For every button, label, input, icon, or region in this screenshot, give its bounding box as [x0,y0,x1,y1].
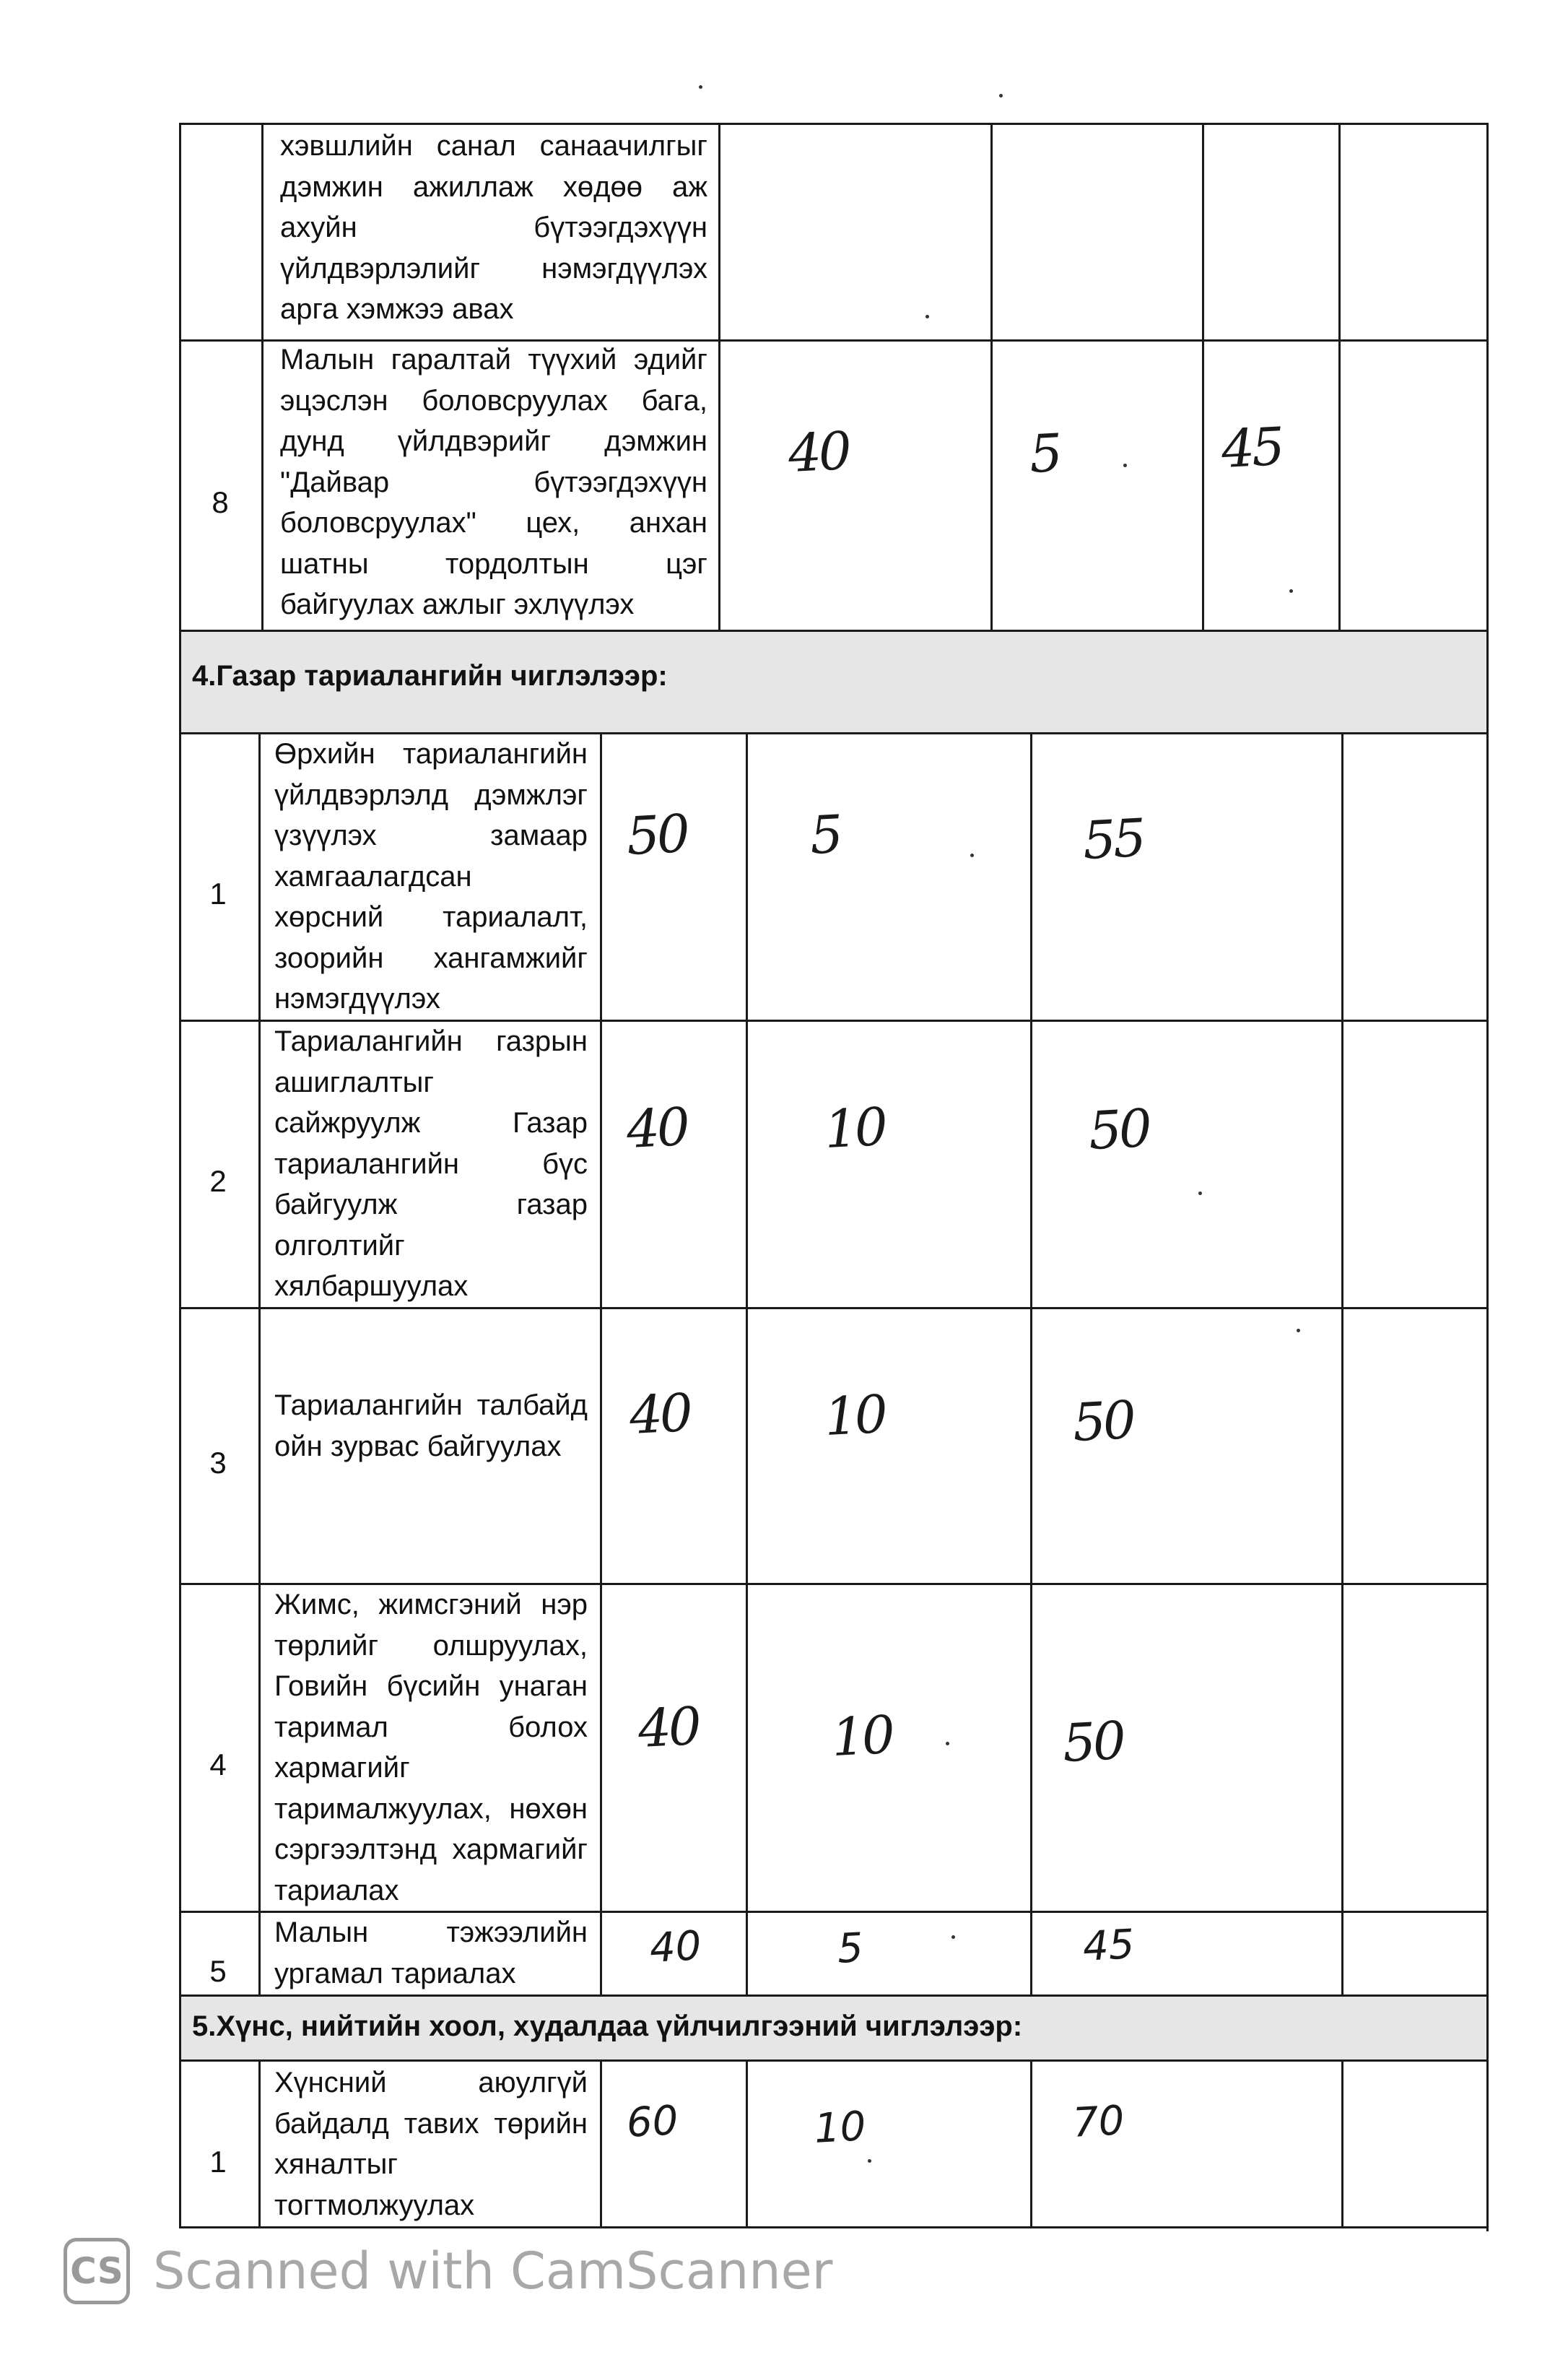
rule [1030,732,1032,1996]
handwritten-value: 40 [786,420,850,485]
row-number: 1 [209,877,227,911]
watermark-text: Scanned with CamScanner [153,2241,833,2301]
row-number: 4 [209,1748,227,1781]
row-description: Тариалангийн газрын ашиглалтыг сайжруулж Газар тариалангийн бүс байгуулж газар олголтийг хялбаршуулах [274,1025,588,1302]
handwritten-value: 5 [1027,422,1061,485]
rule [746,732,748,1996]
rule [179,630,1489,632]
row-number: 8 [212,485,229,519]
rule [179,1307,1489,1309]
rule [600,732,602,1996]
handwritten-value: 50 [624,802,689,867]
row-description: хэвшлийн санал санаачилгыг дэмжин ажиллаж хөдөө аж ахуйн бүтээгдэхүүн үйлдвэрлэлийг нэмэгдүүлэх арга хэмжээ авах [280,130,707,325]
row-description: Тариалангийн талбайд ойн зурвас байгуулах [274,1389,588,1462]
scan-speck [1198,1191,1202,1195]
handwritten-value: 10 [829,1703,894,1768]
row-number: 3 [209,1446,227,1480]
row-description: Өрхийн тариалангийн үйлдвэрлэлд дэмжлэг үзүүлэх замаар хамгаалагдсан хөрсний тариалалт, зоорийн хангамжийг нэмэгдүүлэх [274,738,588,1015]
rule [179,1994,1489,1997]
rule [718,123,720,632]
rule [1338,123,1341,632]
rule [258,2059,261,2228]
handwritten-value: 40 [624,1095,689,1160]
scan-speck [1289,589,1293,593]
row-number: 1 [209,2145,227,2179]
rule [1202,123,1204,632]
scan-speck [970,854,974,857]
handwritten-value: 50 [1071,1389,1135,1454]
row-description: Жимс, жимсгэний нэр төрлийг олшруулах, Говийн бүсийн унаган таримал болох хармагийг тарималжуулах, нөхөн сэргээлтэнд хармагийг тариалах [274,1589,588,1906]
scan-speck [699,85,702,89]
scan-speck [868,2159,871,2163]
section4-title: 4.Газар тариалангийн чиглэлээр: [192,660,668,692]
scan-speck [951,1935,955,1939]
camscanner-logo-icon: CS [64,2238,130,2304]
handwritten-value: 50 [1060,1709,1125,1774]
rule [258,732,261,1996]
handwritten-value: 50 [1086,1097,1151,1162]
handwritten-value: 45 [1219,415,1284,480]
rule [990,123,993,632]
camscanner-watermark [64,2231,832,2311]
scan-speck [1123,464,1127,467]
rule [179,2226,1489,2228]
handwritten-value: 10 [813,2103,867,2153]
row-number: 2 [209,1164,227,1198]
handwritten-value: 10 [822,1383,887,1448]
section5-title: 5.Хүнс, нийтийн хоол, худалдаа үйлчилгээний чиглэлээр: [192,2010,1023,2042]
row-description: Хүнсний аюулгүй байдалд тавих төрийн хяналтыг тогтмолжуулах [274,2067,588,2221]
handwritten-value: 60 [625,2097,679,2147]
rule [179,123,1489,125]
handwritten-value: 10 [822,1095,887,1160]
scan-speck [925,315,929,318]
rule [1030,2059,1032,2228]
row-description: Малын тэжээлийн ургамал тариалах [274,1917,588,1989]
scan-speck [999,94,1003,97]
rule [1486,123,1489,2231]
handwritten-value: 5 [836,1924,865,1973]
handwritten-value: 40 [636,1695,700,1760]
handwritten-value: 5 [808,803,842,867]
row-description: Малын гаралтай түүхий эдийг эцэслэн боловсруулах бага, дунд үйлдвэрийг дэмжин "Дайвар бүтээгдэхүүн боловсруулах" цех, анхан шатны тордолтын цэг байгуулах ажлыг эхлүүлэх [280,344,707,620]
handwritten-value: 70 [1071,2097,1125,2147]
rule [1341,2059,1343,2228]
handwritten-value: 55 [1081,807,1145,872]
scan-speck [946,1742,949,1745]
row-number: 5 [209,1954,227,1988]
rule [179,630,181,2228]
rule [261,123,263,632]
rule [179,123,181,632]
rule [600,2059,602,2228]
handwritten-value: 40 [648,1922,702,1972]
rule [746,2059,748,2228]
rule [179,2059,1489,2062]
scan-speck [1297,1329,1300,1332]
handwritten-value: 40 [627,1381,692,1446]
handwritten-value: 45 [1081,1921,1136,1971]
rule [1341,732,1343,1996]
